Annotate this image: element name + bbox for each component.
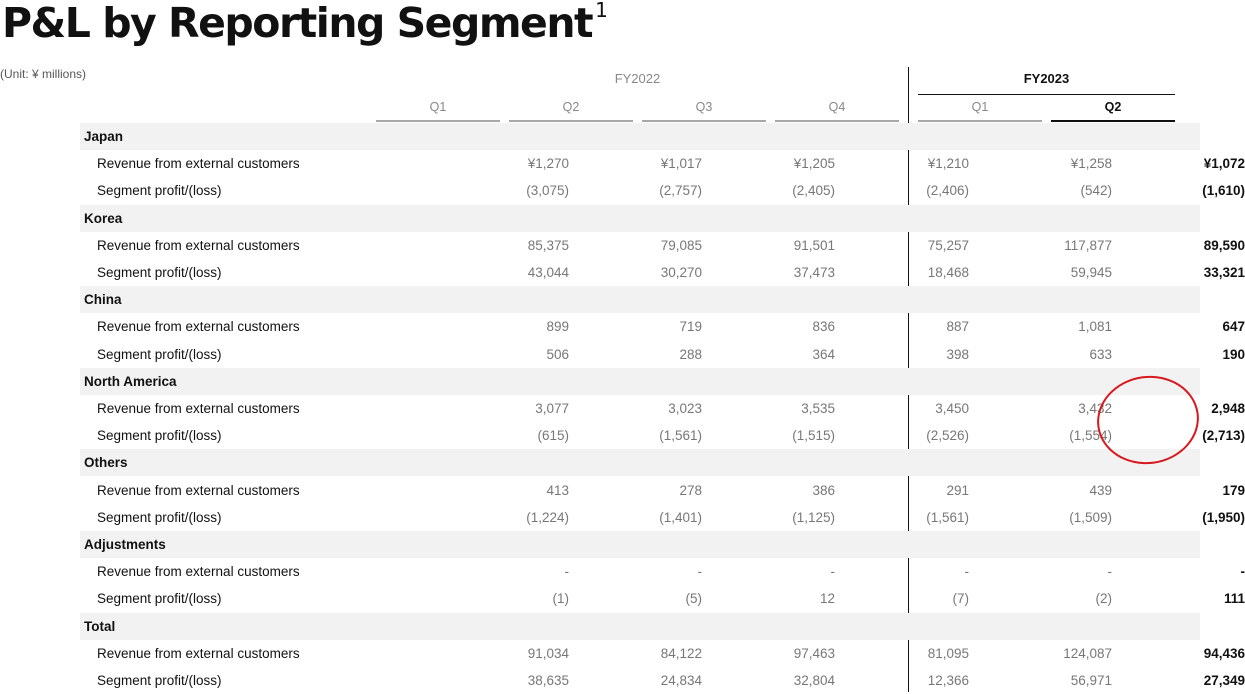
table-cell: (1,125): [792, 504, 835, 531]
table-cell: 43,044: [528, 259, 569, 286]
page-title: [2, 0, 608, 47]
table-cell: 278: [679, 477, 702, 504]
row-label: Segment profit/(loss): [97, 259, 222, 286]
unit-note: (Unit: ¥ millions): [0, 67, 86, 81]
segment-header-row: [80, 286, 1200, 313]
segment-header-row: [80, 531, 1200, 558]
row-label: Segment profit/(loss): [97, 177, 222, 204]
row-label: Revenue from external customers: [97, 232, 300, 259]
segment-name: Korea: [84, 205, 122, 232]
table-cell: 3,077: [535, 395, 569, 422]
quarter-header-fy2022-q3: Q3: [642, 100, 766, 122]
table-cell: 3,535: [801, 395, 835, 422]
row-label: Revenue from external customers: [97, 477, 300, 504]
table-cell: (2,757): [659, 177, 702, 204]
segment-name: Adjustments: [84, 531, 166, 558]
row-label: Segment profit/(loss): [97, 341, 222, 368]
table-cell: 179: [1222, 477, 1245, 504]
table-cell: -: [1108, 558, 1113, 585]
table-cell: 12: [820, 585, 835, 612]
fy2022-header: FY2022: [376, 71, 899, 86]
table-row: [80, 259, 1200, 286]
table-cell: 85,375: [528, 232, 569, 259]
table-cell: 3,432: [1078, 395, 1112, 422]
table-row: [80, 395, 1200, 422]
table-cell: 190: [1222, 341, 1245, 368]
table-cell: ¥1,072: [1204, 150, 1245, 177]
table-row: [80, 177, 1200, 204]
table-cell: 887: [946, 313, 969, 340]
table-cell: -: [1241, 558, 1245, 585]
table-cell: (1,224): [526, 504, 569, 531]
table-cell: 3,450: [935, 395, 969, 422]
table-cell: 719: [679, 313, 702, 340]
table-cell: 18,468: [928, 259, 969, 286]
table-cell: 386: [812, 477, 835, 504]
table-cell: (1,554): [1069, 422, 1112, 449]
table-cell: -: [965, 558, 970, 585]
table-cell: 647: [1222, 313, 1245, 340]
table-cell: 364: [812, 341, 835, 368]
row-label: Revenue from external customers: [97, 558, 300, 585]
table-row: [80, 313, 1200, 340]
table-cell: 59,945: [1071, 259, 1112, 286]
table-cell: 32,804: [794, 667, 835, 694]
table-cell: 3,023: [668, 395, 702, 422]
row-label: Revenue from external customers: [97, 150, 300, 177]
row-label: Revenue from external customers: [97, 313, 300, 340]
table-cell: 30,270: [661, 259, 702, 286]
quarter-header-fy2023-q1: Q1: [918, 100, 1042, 122]
row-label: Revenue from external customers: [97, 640, 300, 667]
table-row: [80, 504, 1200, 531]
table-cell: -: [565, 558, 570, 585]
table-cell: 288: [679, 341, 702, 368]
segment-header-row: [80, 613, 1200, 640]
segment-header-row: [80, 123, 1200, 150]
quarter-header-fy2022-q2: Q2: [509, 100, 633, 122]
table-cell: 439: [1089, 477, 1112, 504]
table-cell: 633: [1089, 341, 1112, 368]
table-cell: 81,095: [928, 640, 969, 667]
segment-name: Total: [84, 613, 115, 640]
table-cell: 506: [546, 341, 569, 368]
table-cell: 84,122: [661, 640, 702, 667]
table-cell: (2,406): [926, 177, 969, 204]
quarter-header-fy2023-q2: Q2: [1051, 100, 1175, 122]
table-cell: 38,635: [528, 667, 569, 694]
quarter-header-fy2022-q4: Q4: [775, 100, 899, 122]
table-cell: 24,834: [661, 667, 702, 694]
table-row: [80, 422, 1200, 449]
table-cell: 33,321: [1204, 259, 1245, 286]
table-row: [80, 585, 1200, 612]
table-cell: 75,257: [928, 232, 969, 259]
table-row: [80, 667, 1200, 694]
table-cell: (1,610): [1202, 177, 1245, 204]
segment-header-row: [80, 449, 1200, 476]
row-label: Segment profit/(loss): [97, 422, 222, 449]
table-cell: -: [698, 558, 703, 585]
table-cell: ¥1,017: [661, 150, 702, 177]
table-cell: 37,473: [794, 259, 835, 286]
table-cell: (2,526): [926, 422, 969, 449]
table-cell: (1): [553, 585, 570, 612]
table-cell: 94,436: [1204, 640, 1245, 667]
table-cell: 398: [946, 341, 969, 368]
table-cell: 12,366: [928, 667, 969, 694]
quarter-header-fy2022-q1: Q1: [376, 100, 500, 122]
table-cell: (2): [1096, 585, 1113, 612]
table-cell: -: [831, 558, 836, 585]
table-row: [80, 150, 1200, 177]
fy2023-header: FY2023: [918, 71, 1175, 86]
table-cell: 291: [946, 477, 969, 504]
title-footnote-marker: 1: [595, 0, 608, 22]
table-cell: 1,081: [1078, 313, 1112, 340]
segment-name: Japan: [84, 123, 123, 150]
table-cell: (7): [953, 585, 970, 612]
table-cell: 91,034: [528, 640, 569, 667]
table-cell: (1,561): [659, 422, 702, 449]
table-cell: 117,877: [1064, 232, 1112, 259]
row-label: Segment profit/(loss): [97, 504, 222, 531]
table-cell: ¥1,270: [528, 150, 569, 177]
table-row: [80, 232, 1200, 259]
table-cell: (1,950): [1202, 504, 1245, 531]
table-cell: (1,401): [659, 504, 702, 531]
segment-name: China: [84, 286, 122, 313]
table-cell: 89,590: [1204, 232, 1245, 259]
table-cell: 27,349: [1204, 667, 1245, 694]
table-cell: 97,463: [794, 640, 835, 667]
table-cell: (615): [537, 422, 569, 449]
table-cell: 836: [812, 313, 835, 340]
segment-name: Others: [84, 449, 128, 476]
table-cell: (5): [686, 585, 703, 612]
row-label: Revenue from external customers: [97, 395, 300, 422]
page-title-text: P&L by Reporting Segment: [2, 0, 592, 47]
table-cell: (1,509): [1069, 504, 1112, 531]
table-cell: 56,971: [1071, 667, 1112, 694]
table-cell: 124,087: [1063, 640, 1112, 667]
table-cell: (3,075): [526, 177, 569, 204]
table-cell: 111: [1224, 585, 1245, 612]
row-label: Segment profit/(loss): [97, 585, 222, 612]
segment-name: North America: [84, 368, 177, 395]
table-cell: 79,085: [661, 232, 702, 259]
table-cell: ¥1,205: [794, 150, 835, 177]
row-label: Segment profit/(loss): [97, 667, 222, 694]
table-cell: 2,948: [1211, 395, 1245, 422]
fy2023-header-rule: [918, 94, 1175, 95]
table-cell: (2,713): [1202, 422, 1245, 449]
table-cell: ¥1,258: [1071, 150, 1112, 177]
table-row: [80, 640, 1200, 667]
table-cell: ¥1,210: [928, 150, 969, 177]
table-cell: (542): [1080, 177, 1112, 204]
table-cell: (2,405): [792, 177, 835, 204]
table-row: [80, 341, 1200, 368]
table-row: [80, 558, 1200, 585]
segment-header-row: [80, 368, 1200, 395]
table-cell: (1,515): [792, 422, 835, 449]
table-cell: 899: [546, 313, 569, 340]
table-row: [80, 477, 1200, 504]
table-cell: (1,561): [926, 504, 969, 531]
table-cell: 91,501: [794, 232, 835, 259]
table-cell: 413: [546, 477, 569, 504]
segment-header-row: [80, 205, 1200, 232]
